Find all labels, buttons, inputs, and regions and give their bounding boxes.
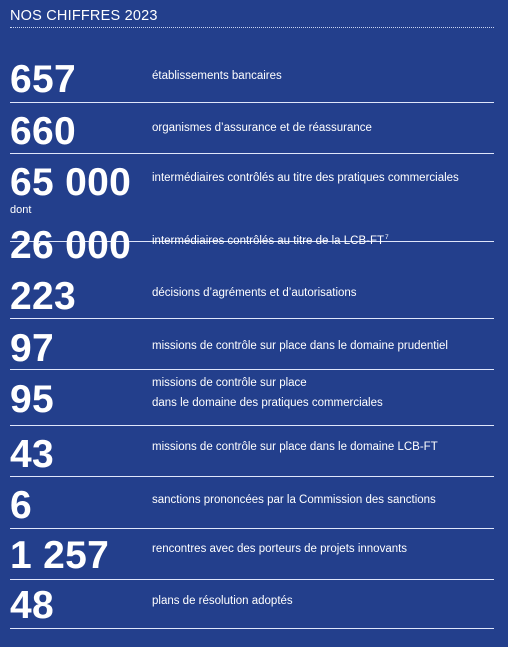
stat-number: 223 [10, 275, 76, 318]
header-dotted-divider [10, 27, 494, 28]
stat-innovation-meetings [10, 529, 494, 580]
stat-number: 660 [10, 110, 76, 153]
stat-number: 65 000 [10, 161, 132, 204]
stat-number: 97 [10, 327, 54, 370]
stat-approvals [10, 242, 494, 319]
stat-description-line-1: missions de contrôle sur place [152, 377, 307, 389]
stat-number: 43 [10, 433, 54, 476]
stat-number: 26 000 [10, 224, 132, 267]
stat-prudential-missions [10, 319, 494, 370]
stat-commercial-missions [10, 370, 494, 426]
stat-number: 95 [10, 378, 54, 421]
stat-number: 48 [10, 584, 54, 627]
stat-description: organismes d’assurance et de réassurance [152, 122, 372, 134]
stat-insurers [10, 103, 494, 154]
stat-description: missions de contrôle sur place dans le domaine LCB-FT [152, 441, 438, 453]
footnote-marker: 7 [385, 234, 389, 242]
stat-description-line-2: dans le domaine des pratiques commerciales [152, 397, 383, 409]
stat-description: sanctions prononcées par la Commission des sanctions [152, 494, 436, 506]
stat-description: plans de résolution adoptés [152, 595, 293, 607]
stat-description: missions de contrôle sur place dans le domaine prudentiel [152, 340, 448, 352]
stat-number: 1 257 [10, 534, 110, 577]
stat-resolution-plans [10, 580, 494, 629]
stat-number: 6 [10, 484, 32, 527]
stat-intermediaries-commercial [10, 154, 494, 204]
stat-description: décisions d’agréments et d’autorisations [152, 287, 357, 299]
section-header [10, 6, 494, 28]
page-title: NOS CHIFFRES 2023 [10, 8, 158, 24]
stat-banks [10, 52, 494, 103]
stat-description-text: intermédiaires contrôlés au titre de la LCB-FT [152, 235, 385, 247]
stat-description: établissements bancaires [152, 70, 282, 82]
stat-sanctions [10, 477, 494, 529]
stat-description: intermédiaires contrôlés au titre des pratiques commerciales [152, 172, 459, 184]
stat-lcbft-missions [10, 426, 494, 477]
stat-number: 657 [10, 58, 76, 101]
stat-description: rencontres avec des porteurs de projets innovants [152, 543, 408, 555]
dont-label: dont [10, 204, 32, 216]
stat-intermediaries-lcbft [10, 205, 494, 267]
